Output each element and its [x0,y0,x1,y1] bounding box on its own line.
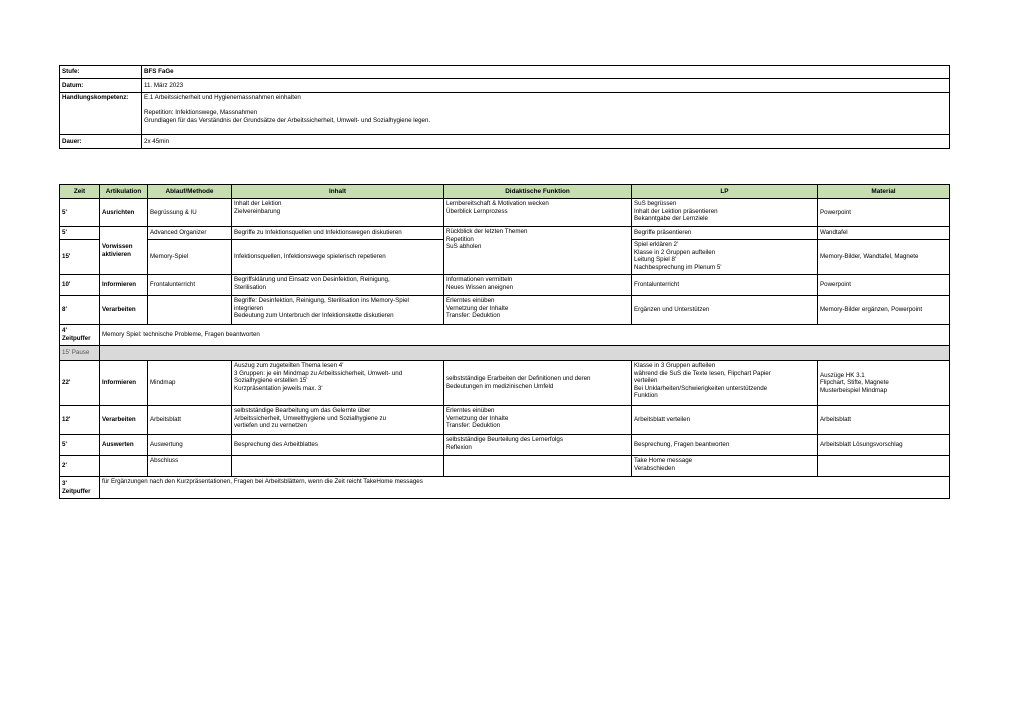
inhalt-cell: Begriffsklärung und Einsatz von Desinfektion, Reinigung, Sterilisation [232,275,444,296]
zeit-cell: 5' [60,435,100,456]
inhalt-cell: Auszug zum zugeteilten Thema lesen 4' 3 Gruppen: je ein Mindmap zu Arbeitssicherheit, Umwelt- und Sozialhygiene erstellen 15' Kurzpräsentation jeweils max. 3' [232,361,444,406]
handlungskompetenz-value [142,93,950,135]
didaktik-cell: Erlerntes einüben Vernetzung der Inhalte Transfer: Deduktion [444,296,632,325]
inhalt-cell: Inhalt der Lektion Zielvereinbarung [232,199,444,227]
pause-spacer [100,346,950,361]
dauer-value: 2x 45min [142,135,950,149]
didaktik-cell: Lernbereitschaft & Motivation wecken Überblick Lernprozess [444,199,632,227]
table-row [60,361,950,406]
didaktik-cell: Erlerntes einüben Vernetzung der Inhalte Transfer: Deduktion [444,406,632,435]
table-row [60,275,950,296]
datum-value: 11. März 2023 [142,79,950,93]
material-cell [818,456,950,477]
header-artikulation: Artikulation [100,185,148,199]
inhalt-cell: Begriffe zu Infektionsquellen und Infektionswegen diskutieren [232,227,444,240]
zeitpuffer-note: Memory Spiel: technische Probleme, Fragen beantworten [100,325,950,346]
artikulation-cell: Informieren [100,361,148,406]
handlungskompetenz-details: Repetition: Infektionswege, Massnahmen Grundlagen für das Verständnis der Grundsätze der Arbeitssicherheit, Umwelt- und Sozialhygiene legen. [144,109,431,124]
inhalt-cell: Infektionsquellen, Infektionswege spielerisch repetieren [232,240,444,275]
header-inhalt: Inhalt [232,185,444,199]
table-row [60,456,950,477]
zeitpuffer-note: für Ergänzungen nach den Kurzpräsentationen, Fragen bei Arbeitsblättern, wenn die Zeit reicht TakeHome messages [100,477,950,499]
header-zeit: Zeit [60,185,100,199]
artikulation-cell: Verarbeiten [100,296,148,325]
zeit-cell: 3' Zeitpuffer [60,477,100,499]
artikulation-cell: Ausrichten [100,199,148,227]
inhalt-cell: Besprechung des Arbeitblattes [232,435,444,456]
meta-row-datum [60,79,950,93]
ablauf-cell: Begrüssung & IU [148,199,232,227]
artikulation-cell [100,456,148,477]
lp-cell: Ergänzen und Unterstützen [632,296,818,325]
lp-cell: SuS begrüssen Inhalt der Lektion präsentieren Bekanntgabe der Lernziele [632,199,818,227]
lp-cell: Frontalunterricht [632,275,818,296]
table-row [60,325,950,346]
zeit-cell: 12' [60,406,100,435]
lp-cell: Take Home message Verabschieden [632,456,818,477]
ablauf-cell: Frontalunterricht [148,275,232,296]
material-cell: Memory-Bilder ergänzen, Powerpoint [818,296,950,325]
meta-row-stufe [60,66,950,79]
material-cell: Powerpoint [818,199,950,227]
lp-cell: Begriffe präsentieren [632,227,818,240]
artikulation-cell: Vorwissen aktivieren [100,227,148,275]
meta-row-dauer [60,135,950,149]
datum-label: Datum: [60,79,142,93]
handlungskompetenz-title: E.1 Arbeitssicherheit und Hygienemassnahmen einhalten [144,94,301,101]
didaktik-cell: selbstständige Erarbeiten der Definitionen und deren Bedeutungen im medizinischen Umfeld [444,361,632,406]
table-row [60,435,950,456]
ablauf-cell: Auswertung [148,435,232,456]
inhalt-cell: selbstständige Bearbeitung um das Gelernte über Arbeitssicherheit, Umwelthygiene und Sozialhygiene zu vertiefen und zu vernetzen [232,406,444,435]
material-cell: Wandtafel [818,227,950,240]
zeit-cell: 8' [60,296,100,325]
zeit-cell: 5' [60,227,100,240]
header-lp: LP [632,185,818,199]
zeit-cell: 15' [60,240,100,275]
table-row [60,199,950,227]
table-row [60,406,950,435]
lp-cell: Spiel erklären 2' Klasse in 2 Gruppen aufteilen Leitung Spiel 8' Nachbesprechung im Plenum 5' [632,240,818,275]
artikulation-cell: Verarbeiten [100,406,148,435]
ablauf-cell: Mindmap [148,361,232,406]
ablauf-cell: Advanced Organizer [148,227,232,240]
table-row [60,477,950,499]
lesson-plan-table [59,184,950,499]
stufe-label: Stufe: [60,66,142,79]
zeit-cell: 22' [60,361,100,406]
zeit-cell: 4' Zeitpuffer [60,325,100,346]
lesson-meta-table [59,65,950,149]
zeit-cell: 2' [60,456,100,477]
dauer-label: Dauer: [60,135,142,149]
ablauf-cell: Arbeitsblatt [148,406,232,435]
zeit-cell: 10' [60,275,100,296]
didaktik-cell: selbstständige Beurteilung des Lernerfolgs Reflexion [444,435,632,456]
handlungskompetenz-label: Handlungskompetenz: [60,93,142,135]
stufe-value: BFS FaGe [142,66,950,79]
material-cell: Powerpoint [818,275,950,296]
artikulation-cell: Auswerten [100,435,148,456]
inhalt-cell: Begriffe: Desinfektion, Reinigung, Sterilisation ins Memory-Spiel integrieren Bedeutung zum Unterbruch der Infektionskette diskutieren [232,296,444,325]
inhalt-cell [232,456,444,477]
didaktik-cell: Informationen vermitteln Neues Wissen aneignen [444,275,632,296]
table-row [60,227,950,240]
material-cell: Auszüge HK 3.1 Flipchart, Stifte, Magnete Musterbeispiel Mindmap [818,361,950,406]
artikulation-cell: Informieren [100,275,148,296]
ablauf-cell: Memory-Spiel [148,240,232,275]
meta-row-handlungskompetenz [60,93,950,135]
header-row [60,185,950,199]
lp-cell: Besprechung, Fragen beantworten [632,435,818,456]
didaktik-cell [444,456,632,477]
material-cell: Arbeitsblatt [818,406,950,435]
table-row [60,296,950,325]
material-cell: Arbeitsblatt Lösungsvorschlag [818,435,950,456]
header-material: Material [818,185,950,199]
lp-cell: Klasse in 3 Gruppen aufteilen während die SuS die Texte lesen, Flipchart Papier verteilen Bei Unklarheiten/Schwierigkeiten unterstützende Funktion [632,361,818,406]
zeit-cell: 5' [60,199,100,227]
header-didaktik: Didaktische Funktion [444,185,632,199]
pause-label: 15' Pause [60,346,100,361]
ablauf-cell [148,296,232,325]
didaktik-cell: Rückblick der letzten Themen Repetition SuS abholen [444,227,632,275]
ablauf-cell: Abschluss [148,456,232,477]
pause-row [60,346,950,361]
material-cell: Memory-Bilder, Wandtafel, Magnete [818,240,950,275]
header-ablauf: Ablauf/Methode [148,185,232,199]
lp-cell: Arbeitsblatt verteilen [632,406,818,435]
